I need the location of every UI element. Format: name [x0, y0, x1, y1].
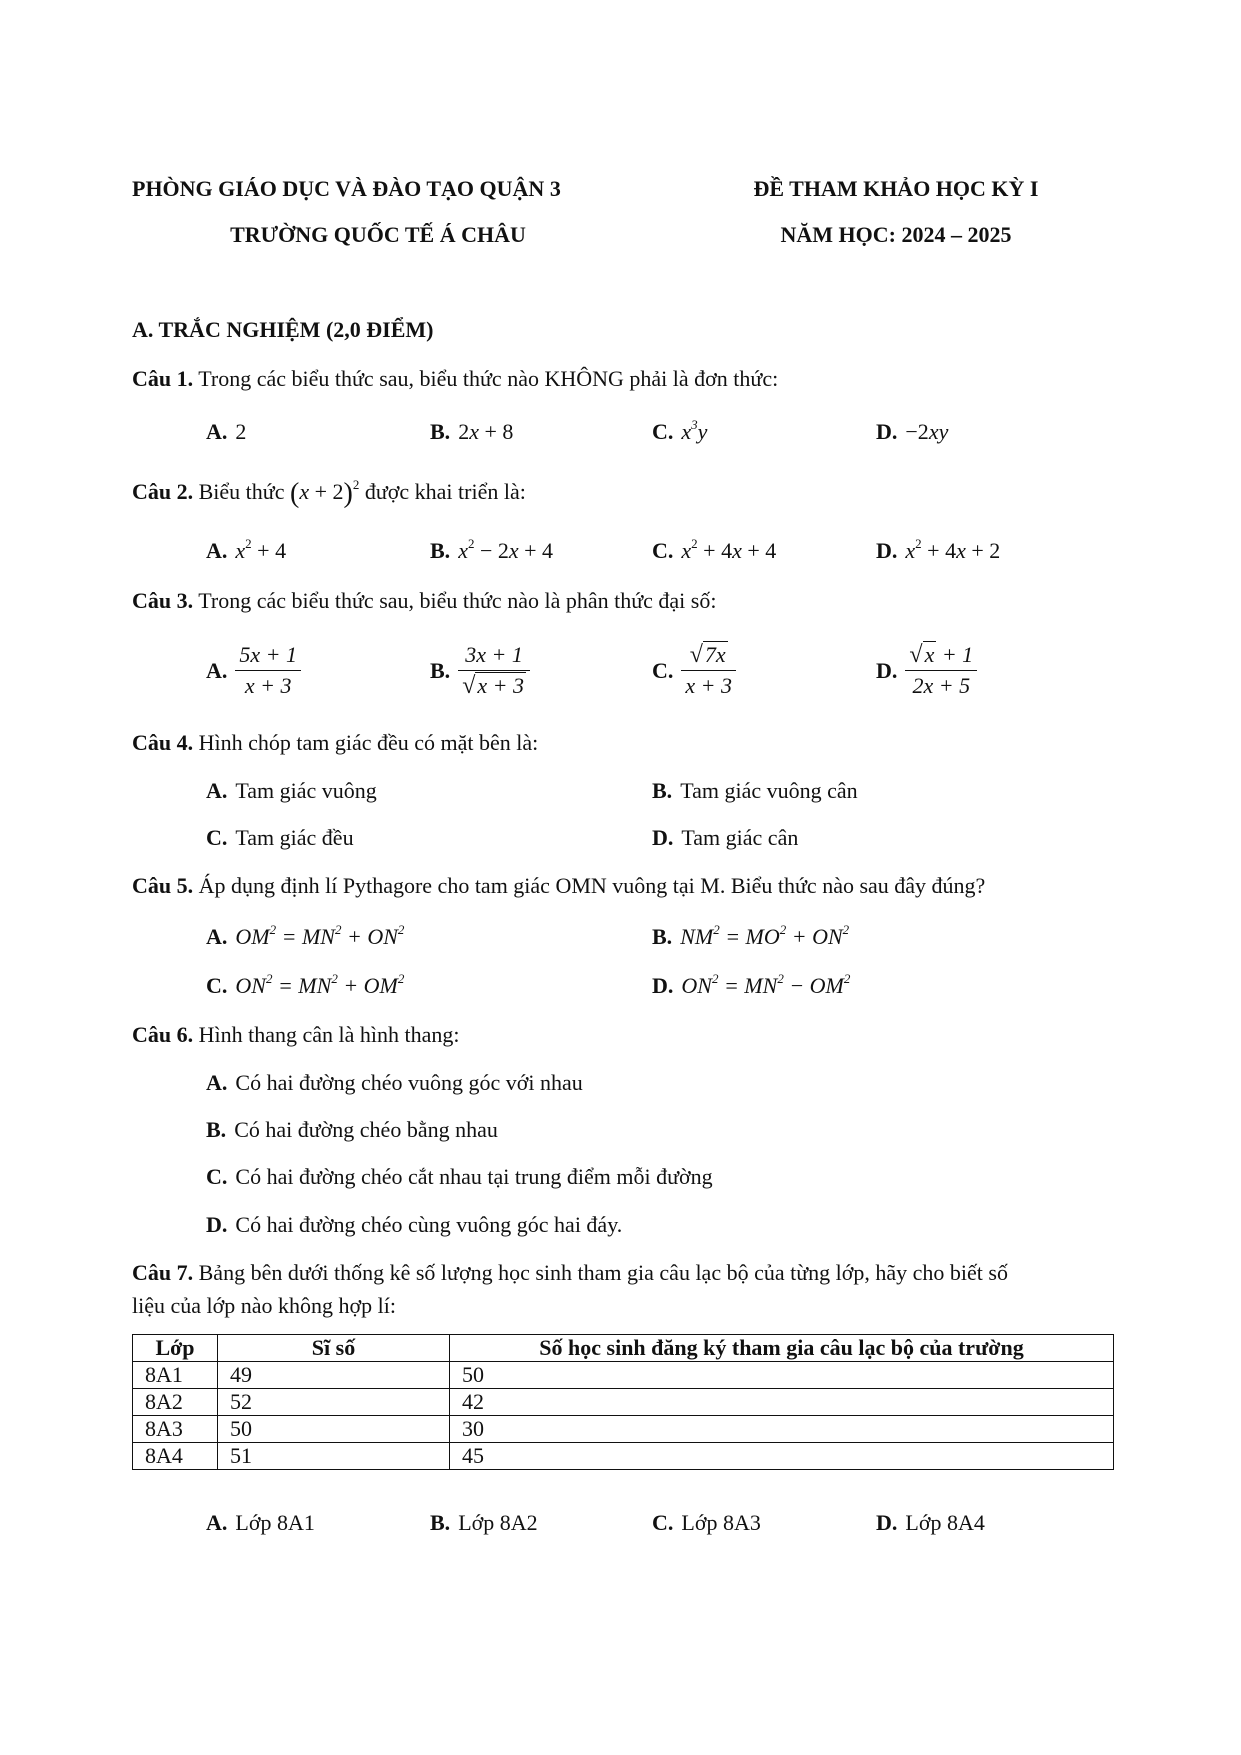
- q1-option-b[interactable]: B. 2x + 8: [430, 419, 514, 444]
- question-7-line-2: liệu của lớp nào không hợp lí:: [132, 1293, 396, 1318]
- question-text: Hình chóp tam giác đều có mặt bên là:: [193, 730, 539, 755]
- table-cell: 8A1: [133, 1362, 218, 1389]
- question-number: Câu 2.: [132, 479, 194, 504]
- q2-option-a[interactable]: A. $x^2 + 4$: [206, 536, 287, 563]
- exam-title: ĐỀ THAM KHẢO HỌC KỲ I: [753, 176, 1039, 201]
- table-cell: 50: [218, 1416, 450, 1443]
- table-row: [133, 1416, 1114, 1443]
- question-text: Hình thang cân là hình thang:: [193, 1022, 460, 1047]
- table-row: [133, 1389, 1114, 1416]
- table-cell: 51: [218, 1443, 450, 1470]
- question-text: Áp dụng định lí Pythagore cho tam giác OMN vuông tại M. Biểu thức nào sau đây đúng?: [193, 873, 986, 898]
- q1-option-c[interactable]: C. $x^3y$: [652, 417, 708, 444]
- column-header: Số học sinh đăng ký tham gia câu lạc bộ của trường: [450, 1335, 1114, 1362]
- q1-option-d[interactable]: D. −2xy: [876, 419, 949, 444]
- q2-option-b[interactable]: B. $x^2 - 2x + 4$: [430, 536, 554, 563]
- question-text: Trong các biểu thức sau, biểu thức nào là phân thức đại số:: [193, 588, 717, 613]
- question-number: Câu 6.: [132, 1022, 194, 1047]
- question-1: [132, 366, 778, 392]
- table-row: [133, 1443, 1114, 1470]
- question-2: Câu 2. Biểu thức $(x + 2)^2$ được khai triển là:: [132, 477, 526, 509]
- school-year: NĂM HỌC: 2024 – 2025: [780, 222, 1012, 247]
- q6-option-d[interactable]: D. Có hai đường chéo cùng vuông góc hai đáy.: [206, 1212, 623, 1237]
- table-cell: 50: [450, 1362, 1114, 1389]
- q7-option-d[interactable]: D. Lớp 8A4: [876, 1510, 985, 1535]
- table-cell: 45: [450, 1443, 1114, 1470]
- table-cell: 30: [450, 1416, 1114, 1443]
- question-number: Câu 5.: [132, 873, 194, 898]
- q4-option-c[interactable]: C. Tam giác đều: [206, 825, 354, 850]
- question-3: [132, 588, 716, 614]
- q3-option-b[interactable]: B. $\frac{3x + 1}{√x + 3}$: [430, 640, 530, 701]
- section-title: A. TRẮC NGHIỆM (2,0 ĐIỂM): [132, 317, 434, 342]
- question-text: Bảng bên dưới thống kê số lượng học sinh tham gia câu lạc bộ của từng lớp, hãy cho biết số: [193, 1260, 1008, 1285]
- q4-option-b[interactable]: B. Tam giác vuông cân: [652, 778, 858, 803]
- question-4: [132, 730, 538, 756]
- q7-option-b[interactable]: B. Lớp 8A2: [430, 1510, 538, 1535]
- table-cell: 49: [218, 1362, 450, 1389]
- q4-option-d[interactable]: D. Tam giác cân: [652, 825, 799, 850]
- q4-option-a[interactable]: A. Tam giác vuông: [206, 778, 377, 803]
- q3-option-d[interactable]: D. $\frac{√x + 1}{2x + 5}$: [876, 640, 977, 701]
- question-number: Câu 3.: [132, 588, 194, 613]
- q5-option-c[interactable]: C. $ON^2 = MN^2 + OM^2$: [206, 971, 405, 998]
- q7-option-c[interactable]: C. Lớp 8A3: [652, 1510, 761, 1535]
- class-table: [132, 1334, 1114, 1470]
- question-7: [132, 1260, 1008, 1286]
- table-row: [133, 1362, 1114, 1389]
- q2-option-c[interactable]: C. $x^2 + 4x + 4$: [652, 536, 777, 563]
- q3-option-a[interactable]: A. $\frac{5x + 1}{x + 3}$: [206, 640, 301, 701]
- q1-option-a[interactable]: A. 2: [206, 419, 247, 444]
- question-6: [132, 1022, 460, 1048]
- table-cell: 8A2: [133, 1389, 218, 1416]
- q3-option-c[interactable]: C. $\frac{√7x}{x + 3}$: [652, 640, 736, 701]
- q7-option-a[interactable]: A. Lớp 8A1: [206, 1510, 315, 1535]
- question-number: Câu 7.: [132, 1260, 194, 1285]
- expression: $(x + 2)^2$: [289, 477, 360, 509]
- q5-option-b[interactable]: B. $NM^2 = MO^2 + ON^2$: [652, 922, 850, 949]
- column-header: Sĩ số: [218, 1335, 450, 1362]
- question-5: [132, 873, 985, 899]
- q5-option-d[interactable]: D. $ON^2 = MN^2 - OM^2$: [652, 971, 851, 998]
- question-text: Trong các biểu thức sau, biểu thức nào KHÔNG phải là đơn thức:: [193, 366, 779, 391]
- school-name: TRƯỜNG QUỐC TẾ Á CHÂU: [230, 222, 526, 247]
- q6-option-c[interactable]: C. Có hai đường chéo cắt nhau tại trung điểm mỗi đường: [206, 1164, 713, 1189]
- q5-option-a[interactable]: A. $OM^2 = MN^2 + ON^2$: [206, 922, 405, 949]
- q6-option-a[interactable]: A. Có hai đường chéo vuông góc với nhau: [206, 1070, 583, 1095]
- column-header: Lớp: [133, 1335, 218, 1362]
- table-cell: 52: [218, 1389, 450, 1416]
- table-cell: 8A4: [133, 1443, 218, 1470]
- question-number: Câu 4.: [132, 730, 194, 755]
- q6-option-b[interactable]: B. Có hai đường chéo bằng nhau: [206, 1117, 498, 1142]
- question-number: Câu 1.: [132, 366, 194, 391]
- table-cell: 8A3: [133, 1416, 218, 1443]
- table-header-row: [133, 1335, 1114, 1362]
- q2-option-d[interactable]: D. $x^2 + 4x + 2$: [876, 536, 1001, 563]
- school-department: PHÒNG GIÁO DỤC VÀ ĐÀO TẠO QUẬN 3: [132, 176, 561, 201]
- table-cell: 42: [450, 1389, 1114, 1416]
